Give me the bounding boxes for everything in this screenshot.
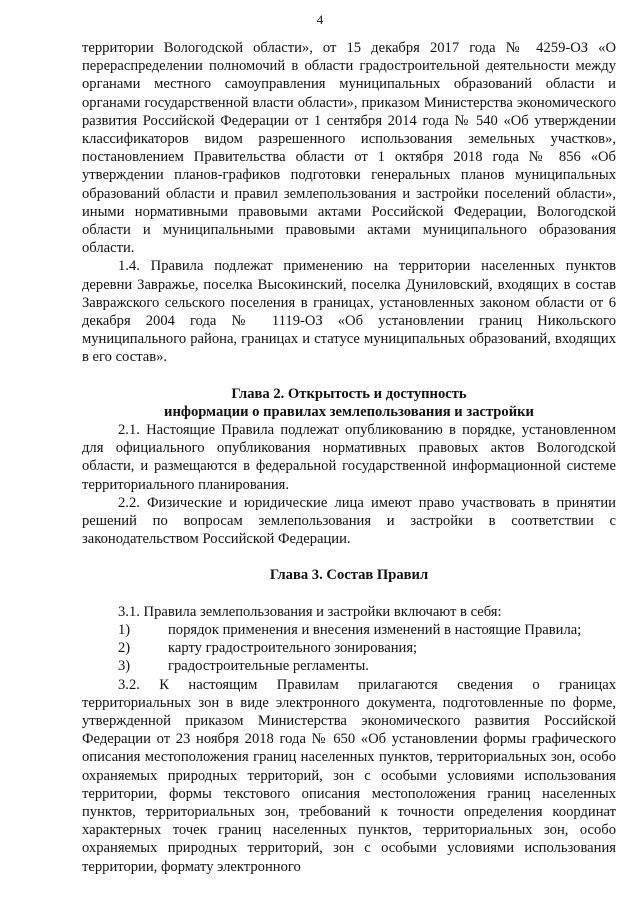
chapter-heading: информации о правилах землепользования и застройки [164,403,534,420]
chapter-heading: Глава 2. Открытость и доступность [231,385,467,402]
paragraph: территории Вологодской области», от 15 декабря 2017 года № 4259-ОЗ «О перераспределении полномочий в области градостроительной деятельности между органами местного самоуправления муниципальных образований области и органами государственной власти области», приказом Министерства экономического развития Российской Федерации от 1 сентября 2014 года № 540 «Об утверждении классификаторов видом разрешенного использования земельных участков», постановлением Правительства области от 1 октября 2018 года № 856 «Об утверждении планов-графиков подготовки генеральных планов муниципальных образований области и правил землепользования и застройки поселений области», иными нормативными правовыми актами Российской Федерации, Вологодской области и муниципальными правовыми актами муниципального образования области. [82,40,616,257]
list-item-text: порядок применения и внесения изменений в настоящие Правила; [168,621,582,638]
list-item-number: 1) [118,621,131,638]
document-body [82,39,616,876]
paragraph: 1.4. Правила подлежат применению на территории населенных пунктов деревни Завражье, поселка Высокинский, поселка Дуниловский, входящих в состав Завражского сельского поселения в границах, установленных законом области от 6 декабря 2004 года № 1119-ОЗ «Об установлении границ Никольского муниципального района, границах и статусе муниципальных образований, входящих в его состав». [82,258,616,366]
chapter-heading: Глава 3. Состав Правил [269,567,429,584]
list-item-number: 3) [118,658,131,675]
list-item [82,621,616,639]
list-item [82,639,616,657]
spacer [82,548,616,566]
spacer [82,367,616,385]
list-item-number: 2) [118,640,131,657]
list-item [82,657,616,675]
list-item-text: карту градостроительного зонирования; [168,640,418,657]
paragraph: 3.2. К настоящим Правилам прилагаются сведения о границах территориальных зон в виде электронного документа, подготовленные по форме, утвержденной приказом Министерства экономического развития Российской Федерации от 23 ноября 2018 года № 650 «Об установлении формы графического описания местоположения границ населенных пунктов, территориальных зон, особо охраняемых природных территорий, зон с особыми условиями использования территории, формы текстового описания местоположения границ населенных пунктов, территориальных зон, требований к точности определения координат характерных точек границ населенных пунктов, территориальных зон, особо охраняемых природных территорий, зон с особыми условиями использования территории, формату электронного [82,676,616,875]
page-number: 4 [316,12,324,27]
paragraph: 2.1. Настоящие Правила подлежат опубликованию в порядке, установленном для официального опубликования нормативных правовых актов Вологодской области, и размещаются в федеральной государственной информационной системе территориального планирования. [82,422,616,493]
paragraph: 3.1. Правила землепользования и застройки включают в себя: [118,603,502,620]
list-item-text: градостроительные регламенты. [168,658,369,675]
paragraph: 2.2. Физические и юридические лица имеют право участвовать в принятии решений по вопросам землепользования и застройки в соответствии с законодательством Российской Федерации. [82,494,616,548]
spacer [82,585,616,603]
